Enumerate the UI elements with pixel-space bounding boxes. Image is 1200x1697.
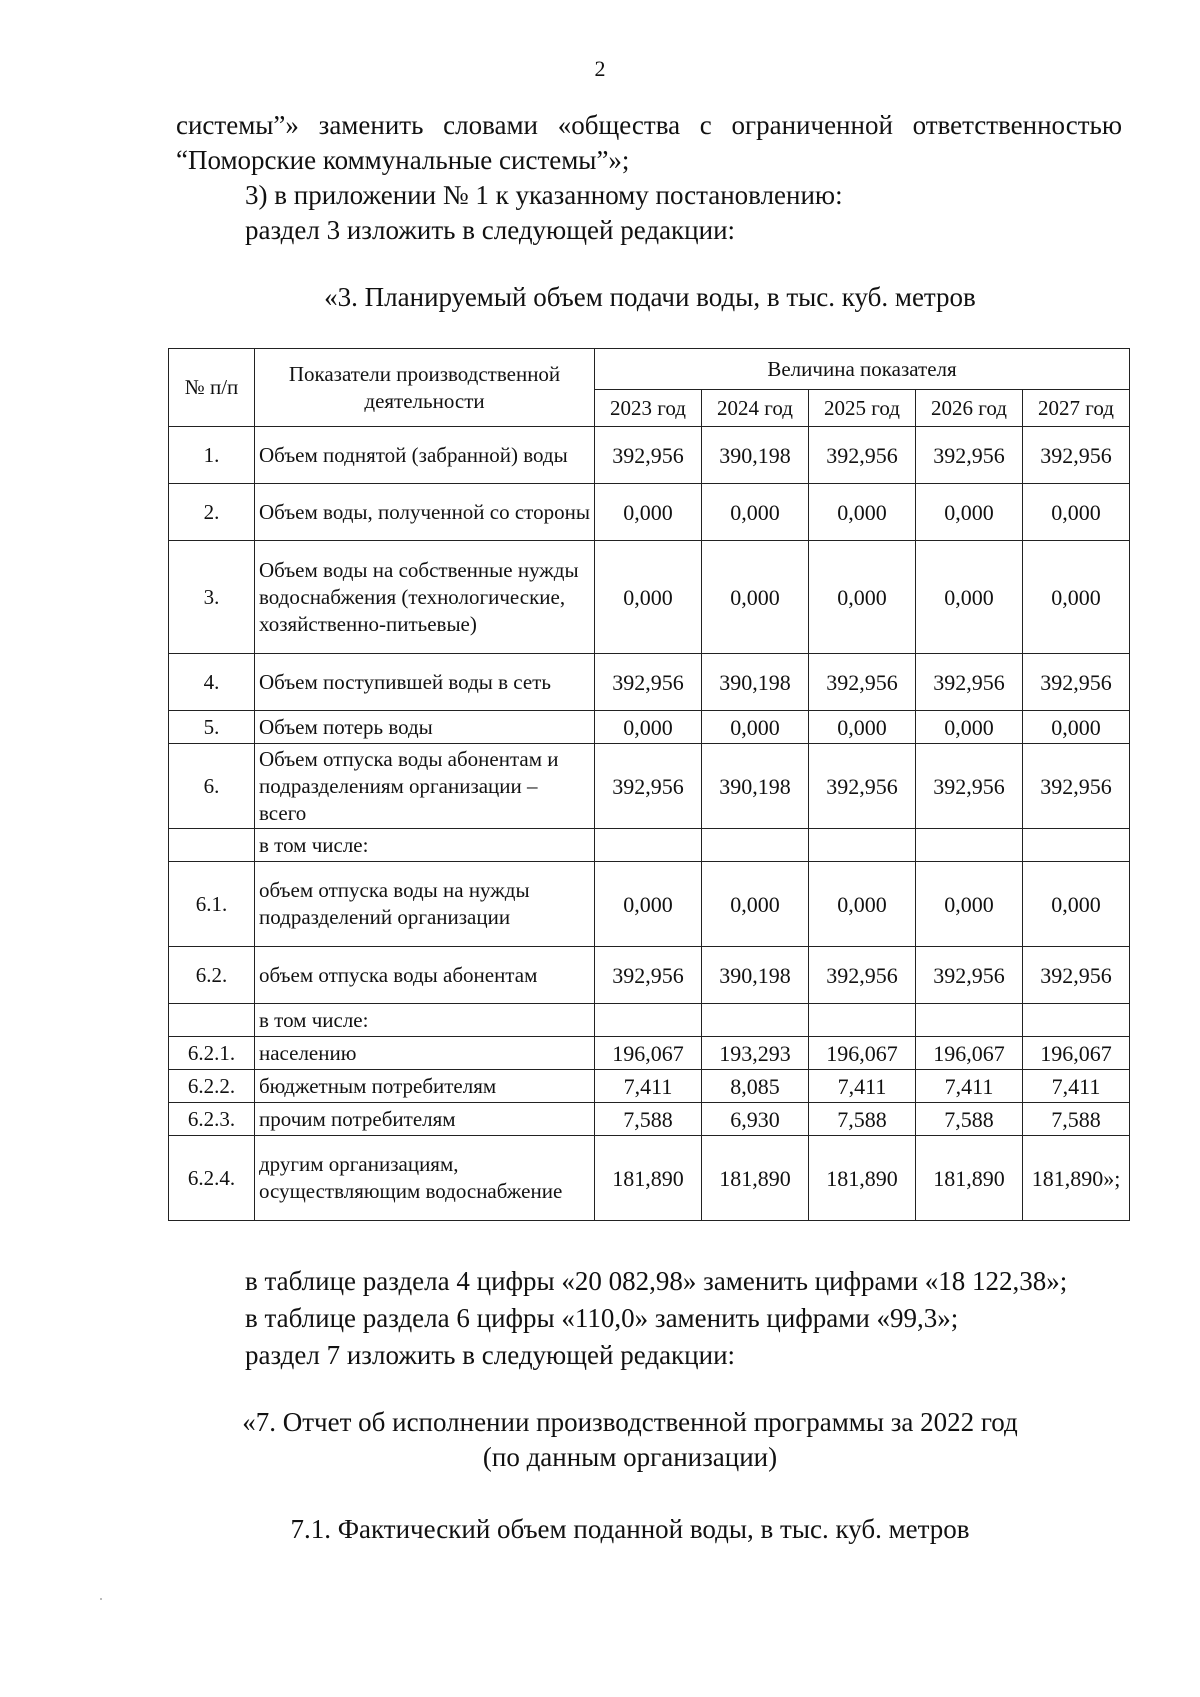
row-value: 392,956 xyxy=(1023,744,1130,829)
row-value xyxy=(1023,829,1130,862)
row-value: 392,956 xyxy=(595,654,702,711)
row-value xyxy=(595,829,702,862)
row-value: 6,930 xyxy=(702,1103,809,1136)
table-header-row xyxy=(169,349,1130,390)
row-label: другим организациям, осуществляющим водоснабжение xyxy=(255,1136,595,1221)
row-value: 392,956 xyxy=(916,654,1023,711)
header-year: 2023 год xyxy=(595,390,702,427)
row-label: Объем потерь воды xyxy=(255,711,595,744)
row-value: 392,956 xyxy=(809,654,916,711)
intro-line-1: системы”» заменить словами «общества с ограниченной ответственностью xyxy=(176,110,1122,140)
row-label: Объем воды на собственные нужды водоснабжения (технологические, хозяйственно-питьевые) xyxy=(255,541,595,654)
row-value: 0,000 xyxy=(809,711,916,744)
row-value: 0,000 xyxy=(702,541,809,654)
row-number: 6.2.4. xyxy=(169,1136,255,1221)
table-row xyxy=(169,1004,1130,1037)
row-label: Объем поступившей воды в сеть xyxy=(255,654,595,711)
table-row xyxy=(169,947,1130,1004)
row-value: 0,000 xyxy=(1023,541,1130,654)
header-value-group: Величина показателя xyxy=(595,349,1130,390)
row-number xyxy=(169,1004,255,1037)
row-value xyxy=(595,1004,702,1037)
row-value: 0,000 xyxy=(595,484,702,541)
row-value: 181,890 xyxy=(809,1136,916,1221)
table-row xyxy=(169,862,1130,947)
row-number: 5. xyxy=(169,711,255,744)
table-row xyxy=(169,1070,1130,1103)
row-value: 0,000 xyxy=(595,711,702,744)
row-number: 2. xyxy=(169,484,255,541)
row-value: 392,956 xyxy=(1023,947,1130,1004)
row-label: в том числе: xyxy=(255,1004,595,1037)
row-label: объем отпуска воды на нужды подразделений организации xyxy=(255,862,595,947)
row-value: 196,067 xyxy=(595,1037,702,1070)
row-value: 196,067 xyxy=(809,1037,916,1070)
row-number: 6. xyxy=(169,744,255,829)
row-value: 7,588 xyxy=(809,1103,916,1136)
row-value: 0,000 xyxy=(702,862,809,947)
row-value: 181,890 xyxy=(916,1136,1023,1221)
table-row xyxy=(169,427,1130,484)
header-num: № п/п xyxy=(169,349,255,427)
row-label: Объем отпуска воды абонентам и подразделениям организации – всего xyxy=(255,744,595,829)
row-number: 6.2. xyxy=(169,947,255,1004)
row-value xyxy=(702,829,809,862)
row-value: 0,000 xyxy=(595,862,702,947)
row-value: 0,000 xyxy=(702,484,809,541)
header-indicators: Показатели производственной деятельности xyxy=(255,349,595,427)
row-value: 7,411 xyxy=(809,1070,916,1103)
scan-speck xyxy=(100,1598,102,1600)
row-value: 392,956 xyxy=(1023,654,1130,711)
water-volume-table xyxy=(168,348,1130,1221)
table-row xyxy=(169,1103,1130,1136)
table-row xyxy=(169,744,1130,829)
row-value: 392,956 xyxy=(916,427,1023,484)
row-value: 7,411 xyxy=(595,1070,702,1103)
table-row xyxy=(169,484,1130,541)
row-number xyxy=(169,829,255,862)
row-value: 0,000 xyxy=(916,484,1023,541)
row-value: 181,890 xyxy=(595,1136,702,1221)
row-value: 0,000 xyxy=(809,484,916,541)
row-number: 6.1. xyxy=(169,862,255,947)
row-value: 390,198 xyxy=(702,654,809,711)
row-value: 181,890»; xyxy=(1023,1136,1130,1221)
after-line-1: в таблице раздела 4 цифры «20 082,98» заменить цифрами «18 122,38»; xyxy=(245,1266,1068,1296)
row-value: 390,198 xyxy=(702,427,809,484)
row-value: 7,411 xyxy=(916,1070,1023,1103)
row-number: 6.2.3. xyxy=(169,1103,255,1136)
section-7-subtitle: (по данным организации) xyxy=(482,1442,778,1472)
row-label: в том числе: xyxy=(255,829,595,862)
intro-line-3: 3) в приложении № 1 к указанному постановлению: xyxy=(245,180,843,210)
row-value: 0,000 xyxy=(1023,862,1130,947)
intro-line-4: раздел 3 изложить в следующей редакции: xyxy=(245,215,736,245)
section-7-title: «7. Отчет об исполнении производственной программы за 2022 год xyxy=(242,1407,1018,1437)
row-value xyxy=(702,1004,809,1037)
table-row xyxy=(169,541,1130,654)
header-year: 2026 год xyxy=(916,390,1023,427)
row-value: 0,000 xyxy=(702,711,809,744)
after-line-2: в таблице раздела 6 цифры «110,0» заменить цифрами «99,3»; xyxy=(245,1303,959,1333)
row-label: объем отпуска воды абонентам xyxy=(255,947,595,1004)
table-row xyxy=(169,711,1130,744)
row-value: 392,956 xyxy=(1023,427,1130,484)
table-row xyxy=(169,829,1130,862)
section-3-title: «3. Планируемый объем подачи воды, в тыс. куб. метров xyxy=(324,282,976,312)
table-row xyxy=(169,1136,1130,1221)
row-number: 6.2.1. xyxy=(169,1037,255,1070)
row-value: 392,956 xyxy=(809,744,916,829)
row-value: 0,000 xyxy=(809,862,916,947)
row-value: 392,956 xyxy=(595,427,702,484)
row-value xyxy=(916,1004,1023,1037)
row-value xyxy=(809,829,916,862)
row-value: 392,956 xyxy=(916,947,1023,1004)
row-value: 0,000 xyxy=(1023,484,1130,541)
row-value: 181,890 xyxy=(702,1136,809,1221)
row-value xyxy=(916,829,1023,862)
row-value: 0,000 xyxy=(916,711,1023,744)
row-value: 392,956 xyxy=(595,744,702,829)
row-label: бюджетным потребителям xyxy=(255,1070,595,1103)
after-line-3: раздел 7 изложить в следующей редакции: xyxy=(245,1340,736,1370)
row-value: 0,000 xyxy=(916,862,1023,947)
row-value: 196,067 xyxy=(1023,1037,1130,1070)
header-year: 2027 год xyxy=(1023,390,1130,427)
row-value: 0,000 xyxy=(809,541,916,654)
row-number: 3. xyxy=(169,541,255,654)
row-value: 196,067 xyxy=(916,1037,1023,1070)
row-label: Объем воды, полученной со стороны xyxy=(255,484,595,541)
row-value: 390,198 xyxy=(702,744,809,829)
row-number: 6.2.2. xyxy=(169,1070,255,1103)
section-7-1-title: 7.1. Фактический объем поданной воды, в тыс. куб. метров xyxy=(290,1514,970,1544)
row-value xyxy=(1023,1004,1130,1037)
row-value: 7,588 xyxy=(1023,1103,1130,1136)
row-value: 7,588 xyxy=(916,1103,1023,1136)
row-value: 392,956 xyxy=(809,947,916,1004)
row-value: 392,956 xyxy=(809,427,916,484)
page-number: 2 xyxy=(594,56,606,81)
row-label: населению xyxy=(255,1037,595,1070)
row-value: 7,411 xyxy=(1023,1070,1130,1103)
row-value: 392,956 xyxy=(595,947,702,1004)
table-row xyxy=(169,1037,1130,1070)
row-value: 392,956 xyxy=(916,744,1023,829)
header-year: 2024 год xyxy=(702,390,809,427)
row-value: 8,085 xyxy=(702,1070,809,1103)
row-value: 0,000 xyxy=(1023,711,1130,744)
row-value: 390,198 xyxy=(702,947,809,1004)
row-value: 7,588 xyxy=(595,1103,702,1136)
row-number: 1. xyxy=(169,427,255,484)
row-label: прочим потребителям xyxy=(255,1103,595,1136)
row-value: 193,293 xyxy=(702,1037,809,1070)
row-value: 0,000 xyxy=(916,541,1023,654)
table-row xyxy=(169,654,1130,711)
row-value: 0,000 xyxy=(595,541,702,654)
row-number: 4. xyxy=(169,654,255,711)
row-label: Объем поднятой (забранной) воды xyxy=(255,427,595,484)
header-year: 2025 год xyxy=(809,390,916,427)
intro-line-2: “Поморские коммунальные системы”»; xyxy=(176,145,630,175)
row-value xyxy=(809,1004,916,1037)
